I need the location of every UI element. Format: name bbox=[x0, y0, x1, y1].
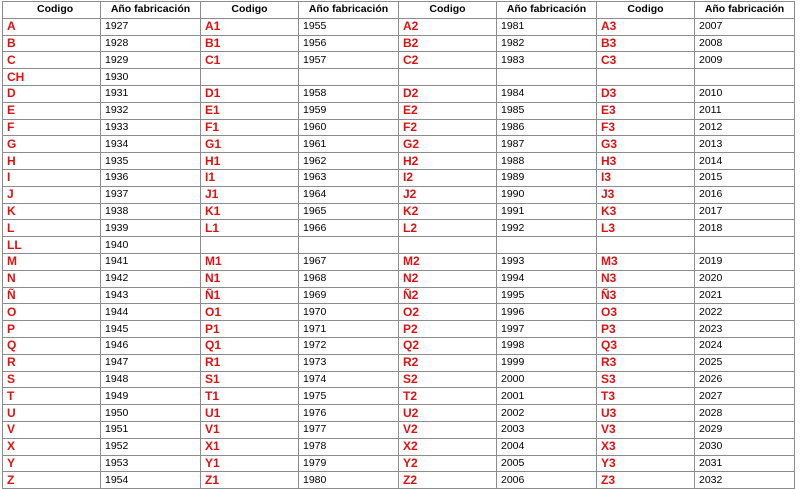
year-cell: 1930 bbox=[101, 69, 201, 86]
year-cell: 1986 bbox=[497, 119, 597, 136]
year-cell: 2004 bbox=[497, 438, 597, 455]
code-cell bbox=[399, 237, 497, 254]
code-cell: Z1 bbox=[201, 472, 299, 489]
year-cell: 1987 bbox=[497, 136, 597, 153]
code-cell: B bbox=[3, 35, 101, 52]
year-cell: 1962 bbox=[299, 153, 399, 170]
year-cell: 1974 bbox=[299, 371, 399, 388]
year-cell: 1941 bbox=[101, 253, 201, 270]
table-row bbox=[3, 388, 795, 405]
year-cell: 2006 bbox=[497, 472, 597, 489]
code-cell: M bbox=[3, 253, 101, 270]
year-cell: 1973 bbox=[299, 354, 399, 371]
year-cell: 1958 bbox=[299, 85, 399, 102]
code-cell: R2 bbox=[399, 354, 497, 371]
year-cell: 1969 bbox=[299, 287, 399, 304]
table-row bbox=[3, 421, 795, 438]
year-cell: 2011 bbox=[695, 102, 795, 119]
year-cell: 2009 bbox=[695, 52, 795, 69]
year-cell: 1996 bbox=[497, 304, 597, 321]
year-cell: 1943 bbox=[101, 287, 201, 304]
code-cell: P2 bbox=[399, 321, 497, 338]
table-row bbox=[3, 472, 795, 489]
code-cell: M3 bbox=[597, 253, 695, 270]
code-cell: O2 bbox=[399, 304, 497, 321]
year-cell bbox=[497, 69, 597, 86]
year-cell: 1928 bbox=[101, 35, 201, 52]
code-cell: A2 bbox=[399, 18, 497, 35]
code-cell: G1 bbox=[201, 136, 299, 153]
header-codigo-4: Codigo bbox=[597, 2, 695, 19]
code-cell: S1 bbox=[201, 371, 299, 388]
code-cell: CH bbox=[3, 69, 101, 86]
table-row bbox=[3, 455, 795, 472]
year-cell: 1942 bbox=[101, 270, 201, 287]
year-cell: 1937 bbox=[101, 186, 201, 203]
code-cell: A1 bbox=[201, 18, 299, 35]
table-row bbox=[3, 102, 795, 119]
code-cell bbox=[399, 69, 497, 86]
year-cell: 1965 bbox=[299, 203, 399, 220]
code-cell bbox=[597, 237, 695, 254]
year-cell: 2026 bbox=[695, 371, 795, 388]
code-cell: B1 bbox=[201, 35, 299, 52]
year-cell: 2022 bbox=[695, 304, 795, 321]
code-cell: S2 bbox=[399, 371, 497, 388]
code-cell: T3 bbox=[597, 388, 695, 405]
year-cell: 2020 bbox=[695, 270, 795, 287]
table-row bbox=[3, 136, 795, 153]
code-cell: V1 bbox=[201, 421, 299, 438]
code-cell: J2 bbox=[399, 186, 497, 203]
year-cell: 1975 bbox=[299, 388, 399, 405]
code-cell: C bbox=[3, 52, 101, 69]
year-cell: 2018 bbox=[695, 220, 795, 237]
year-cell: 1938 bbox=[101, 203, 201, 220]
table-row bbox=[3, 321, 795, 338]
year-cell: 2028 bbox=[695, 405, 795, 422]
table-row bbox=[3, 220, 795, 237]
year-cell: 1929 bbox=[101, 52, 201, 69]
table-row bbox=[3, 169, 795, 186]
year-cell: 1957 bbox=[299, 52, 399, 69]
table-row bbox=[3, 203, 795, 220]
year-cell: 2007 bbox=[695, 18, 795, 35]
code-cell: K bbox=[3, 203, 101, 220]
code-cell: Z3 bbox=[597, 472, 695, 489]
code-cell: T1 bbox=[201, 388, 299, 405]
year-cell: 1998 bbox=[497, 337, 597, 354]
code-cell: F bbox=[3, 119, 101, 136]
code-cell: J bbox=[3, 186, 101, 203]
table-row bbox=[3, 186, 795, 203]
code-cell: Q2 bbox=[399, 337, 497, 354]
year-cell: 1945 bbox=[101, 321, 201, 338]
year-cell: 1961 bbox=[299, 136, 399, 153]
code-cell: V2 bbox=[399, 421, 497, 438]
table-row bbox=[3, 438, 795, 455]
year-cell: 1956 bbox=[299, 35, 399, 52]
year-cell: 1989 bbox=[497, 169, 597, 186]
year-cell: 1984 bbox=[497, 85, 597, 102]
year-cell: 2032 bbox=[695, 472, 795, 489]
code-cell: H2 bbox=[399, 153, 497, 170]
code-cell: Y1 bbox=[201, 455, 299, 472]
code-cell: C3 bbox=[597, 52, 695, 69]
table-row bbox=[3, 405, 795, 422]
table-body bbox=[3, 18, 795, 488]
year-cell: 1964 bbox=[299, 186, 399, 203]
code-cell: H3 bbox=[597, 153, 695, 170]
year-cell: 2016 bbox=[695, 186, 795, 203]
code-cell: D1 bbox=[201, 85, 299, 102]
code-cell: P3 bbox=[597, 321, 695, 338]
year-cell: 1966 bbox=[299, 220, 399, 237]
table-row bbox=[3, 18, 795, 35]
year-cell bbox=[695, 237, 795, 254]
year-cell: 1968 bbox=[299, 270, 399, 287]
year-cell: 1939 bbox=[101, 220, 201, 237]
code-cell: I3 bbox=[597, 169, 695, 186]
year-cell: 1991 bbox=[497, 203, 597, 220]
year-cell: 2010 bbox=[695, 85, 795, 102]
year-cell: 1999 bbox=[497, 354, 597, 371]
year-cell: 1971 bbox=[299, 321, 399, 338]
code-cell: I1 bbox=[201, 169, 299, 186]
table-row bbox=[3, 287, 795, 304]
header-year-4: Año fabricación bbox=[695, 2, 795, 19]
year-cell: 1931 bbox=[101, 85, 201, 102]
year-cell: 1982 bbox=[497, 35, 597, 52]
code-cell: R1 bbox=[201, 354, 299, 371]
year-cell: 1981 bbox=[497, 18, 597, 35]
code-cell: B2 bbox=[399, 35, 497, 52]
code-cell: I bbox=[3, 169, 101, 186]
year-cell: 1978 bbox=[299, 438, 399, 455]
year-cell: 2001 bbox=[497, 388, 597, 405]
code-cell: Q bbox=[3, 337, 101, 354]
year-cell: 1951 bbox=[101, 421, 201, 438]
code-cell bbox=[597, 69, 695, 86]
year-cell: 1946 bbox=[101, 337, 201, 354]
code-cell: M2 bbox=[399, 253, 497, 270]
code-cell: B3 bbox=[597, 35, 695, 52]
code-cell: H bbox=[3, 153, 101, 170]
code-cell: J1 bbox=[201, 186, 299, 203]
code-cell: Q3 bbox=[597, 337, 695, 354]
code-cell: Y3 bbox=[597, 455, 695, 472]
code-cell: Ñ bbox=[3, 287, 101, 304]
year-cell: 1970 bbox=[299, 304, 399, 321]
code-cell: E1 bbox=[201, 102, 299, 119]
year-cell: 2025 bbox=[695, 354, 795, 371]
year-cell: 1953 bbox=[101, 455, 201, 472]
year-cell: 2015 bbox=[695, 169, 795, 186]
year-cell: 1977 bbox=[299, 421, 399, 438]
year-cell: 1955 bbox=[299, 18, 399, 35]
code-cell: H1 bbox=[201, 153, 299, 170]
year-cell: 1959 bbox=[299, 102, 399, 119]
code-cell: X1 bbox=[201, 438, 299, 455]
year-cell bbox=[695, 69, 795, 86]
code-cell: E2 bbox=[399, 102, 497, 119]
year-cell: 1944 bbox=[101, 304, 201, 321]
code-cell: J3 bbox=[597, 186, 695, 203]
code-cell: R3 bbox=[597, 354, 695, 371]
code-cell: X3 bbox=[597, 438, 695, 455]
code-cell: A3 bbox=[597, 18, 695, 35]
code-cell: F3 bbox=[597, 119, 695, 136]
code-cell: O3 bbox=[597, 304, 695, 321]
code-cell: K2 bbox=[399, 203, 497, 220]
table-row bbox=[3, 52, 795, 69]
year-cell: 2023 bbox=[695, 321, 795, 338]
year-cell: 2003 bbox=[497, 421, 597, 438]
year-cell: 2027 bbox=[695, 388, 795, 405]
code-cell: S3 bbox=[597, 371, 695, 388]
header-year-3: Año fabricación bbox=[497, 2, 597, 19]
code-cell: U2 bbox=[399, 405, 497, 422]
table-row bbox=[3, 85, 795, 102]
code-cell: D bbox=[3, 85, 101, 102]
year-cell: 1952 bbox=[101, 438, 201, 455]
year-cell: 1940 bbox=[101, 237, 201, 254]
table-row bbox=[3, 371, 795, 388]
code-cell: L3 bbox=[597, 220, 695, 237]
code-cell: N bbox=[3, 270, 101, 287]
year-cell: 1927 bbox=[101, 18, 201, 35]
table-row bbox=[3, 253, 795, 270]
code-cell: L2 bbox=[399, 220, 497, 237]
table-row bbox=[3, 304, 795, 321]
code-cell: A bbox=[3, 18, 101, 35]
year-cell: 1983 bbox=[497, 52, 597, 69]
code-cell bbox=[201, 237, 299, 254]
table-row bbox=[3, 337, 795, 354]
code-cell: F2 bbox=[399, 119, 497, 136]
code-cell bbox=[201, 69, 299, 86]
year-cell: 1948 bbox=[101, 371, 201, 388]
code-cell: Y2 bbox=[399, 455, 497, 472]
year-cell bbox=[299, 69, 399, 86]
code-cell: Ñ1 bbox=[201, 287, 299, 304]
year-cell: 1934 bbox=[101, 136, 201, 153]
code-cell: X2 bbox=[399, 438, 497, 455]
code-cell: G bbox=[3, 136, 101, 153]
code-cell: K3 bbox=[597, 203, 695, 220]
year-cell bbox=[299, 237, 399, 254]
code-cell: N3 bbox=[597, 270, 695, 287]
year-cell: 2002 bbox=[497, 405, 597, 422]
year-cell bbox=[497, 237, 597, 254]
year-cell: 1990 bbox=[497, 186, 597, 203]
year-cell: 1947 bbox=[101, 354, 201, 371]
year-cell: 2013 bbox=[695, 136, 795, 153]
code-cell: U bbox=[3, 405, 101, 422]
code-cell: N1 bbox=[201, 270, 299, 287]
code-cell: Ñ2 bbox=[399, 287, 497, 304]
year-cell: 1992 bbox=[497, 220, 597, 237]
code-cell: V3 bbox=[597, 421, 695, 438]
year-cell: 1967 bbox=[299, 253, 399, 270]
code-cell: P1 bbox=[201, 321, 299, 338]
code-cell: C2 bbox=[399, 52, 497, 69]
year-cell: 2030 bbox=[695, 438, 795, 455]
table-row bbox=[3, 35, 795, 52]
year-cell: 1993 bbox=[497, 253, 597, 270]
header-row bbox=[3, 2, 795, 19]
year-cell: 1949 bbox=[101, 388, 201, 405]
year-cell: 2005 bbox=[497, 455, 597, 472]
code-cell: T bbox=[3, 388, 101, 405]
header-year-2: Año fabricación bbox=[299, 2, 399, 19]
year-cell: 2024 bbox=[695, 337, 795, 354]
year-cell: 1979 bbox=[299, 455, 399, 472]
code-cell: E3 bbox=[597, 102, 695, 119]
year-cell: 2000 bbox=[497, 371, 597, 388]
year-cell: 2029 bbox=[695, 421, 795, 438]
table-header bbox=[3, 2, 795, 19]
header-year-1: Año fabricación bbox=[101, 2, 201, 19]
year-cell: 2031 bbox=[695, 455, 795, 472]
year-cell: 1960 bbox=[299, 119, 399, 136]
year-cell: 1972 bbox=[299, 337, 399, 354]
year-cell: 2017 bbox=[695, 203, 795, 220]
code-cell: LL bbox=[3, 237, 101, 254]
year-cell: 1933 bbox=[101, 119, 201, 136]
year-cell: 1988 bbox=[497, 153, 597, 170]
code-cell: Z bbox=[3, 472, 101, 489]
year-cell: 1936 bbox=[101, 169, 201, 186]
code-cell: G2 bbox=[399, 136, 497, 153]
code-cell: F1 bbox=[201, 119, 299, 136]
code-cell: X bbox=[3, 438, 101, 455]
code-cell: G3 bbox=[597, 136, 695, 153]
manufacturing-year-code-table bbox=[2, 1, 795, 489]
code-cell: O bbox=[3, 304, 101, 321]
header-codigo-1: Codigo bbox=[3, 2, 101, 19]
table-row bbox=[3, 153, 795, 170]
year-cell: 1954 bbox=[101, 472, 201, 489]
year-cell: 2019 bbox=[695, 253, 795, 270]
code-cell: N2 bbox=[399, 270, 497, 287]
year-cell: 1935 bbox=[101, 153, 201, 170]
code-cell: S bbox=[3, 371, 101, 388]
code-cell: Z2 bbox=[399, 472, 497, 489]
code-cell: U1 bbox=[201, 405, 299, 422]
document-page bbox=[2, 1, 795, 489]
code-cell: D3 bbox=[597, 85, 695, 102]
year-cell: 1994 bbox=[497, 270, 597, 287]
table-row bbox=[3, 270, 795, 287]
code-cell: Ñ3 bbox=[597, 287, 695, 304]
code-cell: P bbox=[3, 321, 101, 338]
year-cell: 1932 bbox=[101, 102, 201, 119]
code-cell: V bbox=[3, 421, 101, 438]
code-cell: Q1 bbox=[201, 337, 299, 354]
table-row bbox=[3, 354, 795, 371]
year-cell: 1995 bbox=[497, 287, 597, 304]
code-cell: O1 bbox=[201, 304, 299, 321]
code-cell: Y bbox=[3, 455, 101, 472]
code-cell: E bbox=[3, 102, 101, 119]
code-cell: C1 bbox=[201, 52, 299, 69]
code-cell: K1 bbox=[201, 203, 299, 220]
code-cell: M1 bbox=[201, 253, 299, 270]
year-cell: 2021 bbox=[695, 287, 795, 304]
code-cell: I2 bbox=[399, 169, 497, 186]
table-row bbox=[3, 237, 795, 254]
table-row bbox=[3, 119, 795, 136]
code-cell: T2 bbox=[399, 388, 497, 405]
header-codigo-2: Codigo bbox=[201, 2, 299, 19]
year-cell: 1980 bbox=[299, 472, 399, 489]
year-cell: 1997 bbox=[497, 321, 597, 338]
code-cell: D2 bbox=[399, 85, 497, 102]
year-cell: 1985 bbox=[497, 102, 597, 119]
year-cell: 2012 bbox=[695, 119, 795, 136]
year-cell: 2014 bbox=[695, 153, 795, 170]
year-cell: 1976 bbox=[299, 405, 399, 422]
year-cell: 1963 bbox=[299, 169, 399, 186]
header-codigo-3: Codigo bbox=[399, 2, 497, 19]
code-cell: L bbox=[3, 220, 101, 237]
year-cell: 2008 bbox=[695, 35, 795, 52]
code-cell: U3 bbox=[597, 405, 695, 422]
table-row bbox=[3, 69, 795, 86]
code-cell: L1 bbox=[201, 220, 299, 237]
year-cell: 1950 bbox=[101, 405, 201, 422]
code-cell: R bbox=[3, 354, 101, 371]
